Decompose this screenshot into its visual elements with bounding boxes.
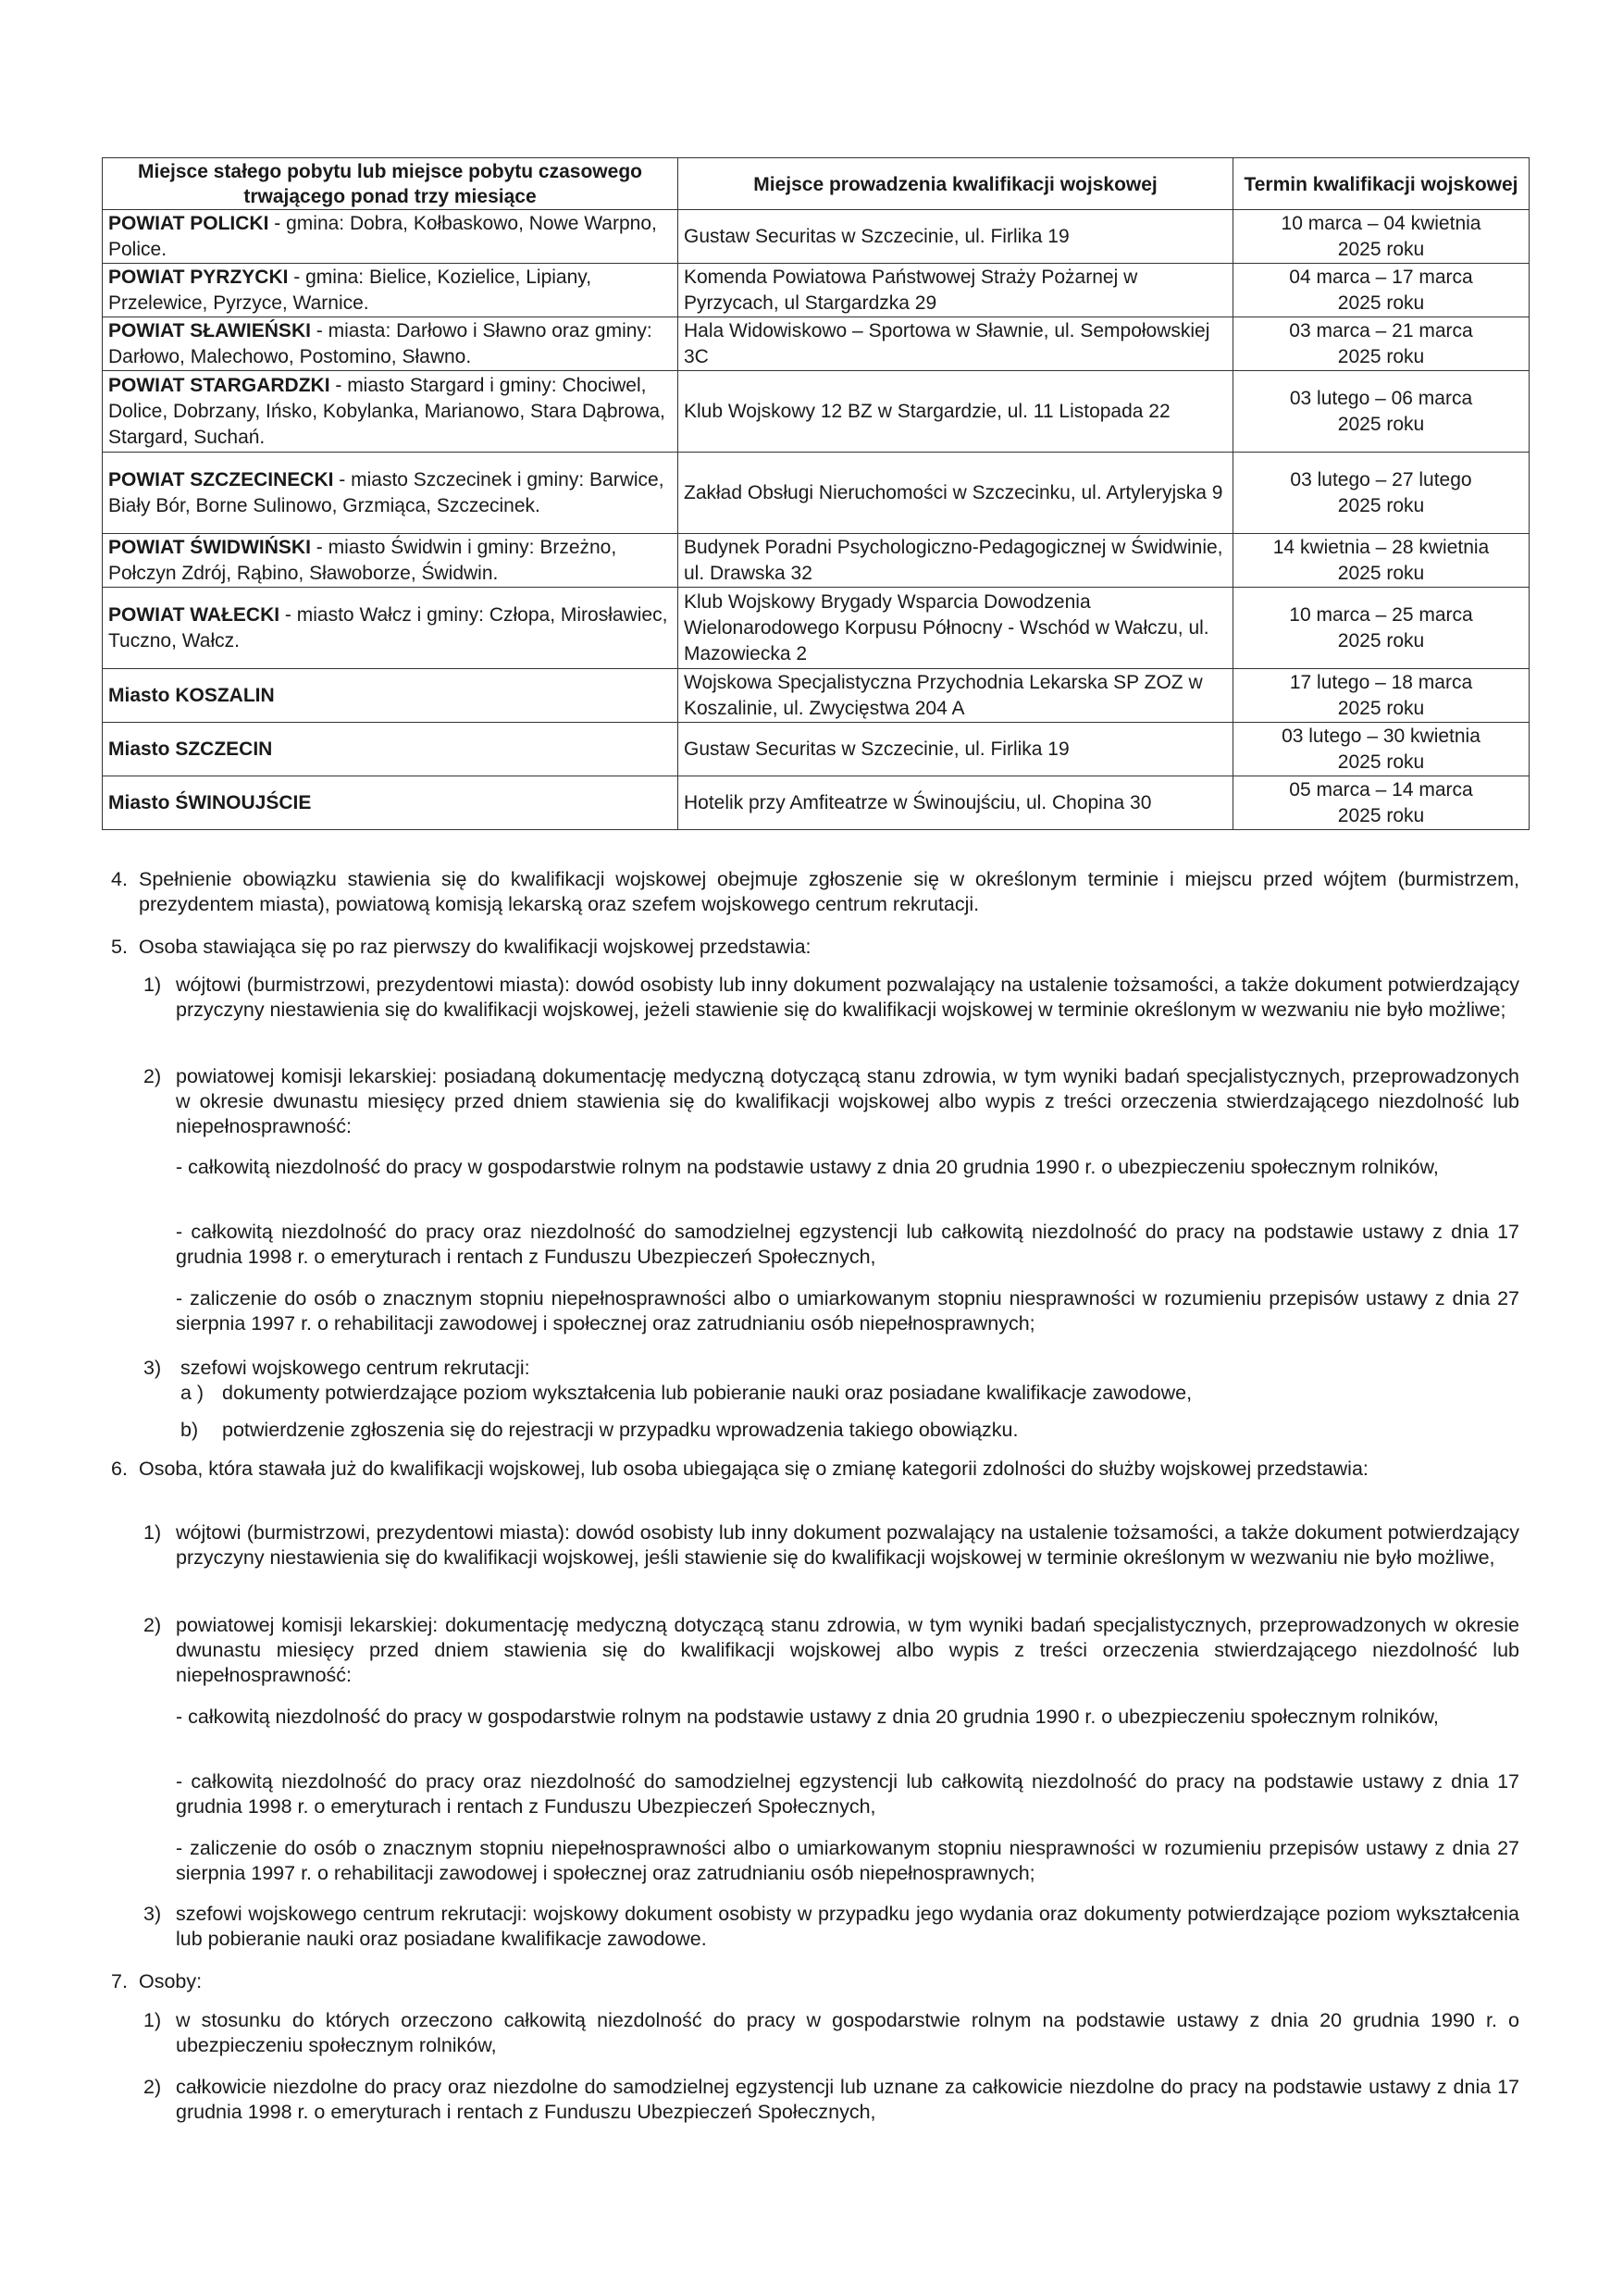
paragraph-7-item-2: całkowicie niezdolne do pracy oraz niezdolne do samodzielnej egzystencji lub uznane za całkowicie niezdolne do pracy na podstawie ustawy z dnia 17 grudnia 1998 r. o emeryturach i rentach z Funduszu Ubezpieczeń Społecznych, [176, 2076, 1519, 2123]
paragraph-6-item-1: wójtowi (burmistrzowi, prezydentowi miasta): dowód osobisty lub inny dokument pozwalający na ustalenie tożsamości, a także dokument potwierdzający przyczyny niestawienia się do kwalifikacji wojskowej, jeśli stawienie się do kwalifikacji wojskowej w terminie określonym w wezwaniu nie było możliwe, [176, 1521, 1519, 1569]
residence-cell [103, 453, 678, 534]
place-cell: Wojskowa Specjalistyczna Przychodnia Lekarska SP ZOZ w Koszalinie, ul. Zwycięstwa 204 A [678, 669, 1233, 723]
term-year: 2025 roku [1337, 751, 1425, 773]
paragraph-6-intro: Osoba, która stawała już do kwalifikacji wojskowej, lub osoba ubiegająca się o zmianę kategorii zdolności do służby wojskowej przedstawia: [139, 1458, 1369, 1480]
item-number: 2) [143, 2076, 162, 2098]
term-year: 2025 roku [1337, 630, 1425, 652]
term-dates: 14 kwietnia – 28 kwietnia [1272, 537, 1490, 558]
term-year: 2025 roku [1337, 698, 1425, 719]
paragraph-6-dash-2: - całkowitą niezdolność do pracy oraz niezdolność do samodzielnej egzystencji lub całkowitą niezdolność do pracy na podstawie ustawy z dnia 17 grudnia 1998 r. o emeryturach i rentach z Funduszu Ubezpieczeń Społecznych, [176, 1770, 1519, 1818]
paragraph-5-item-3a: dokumenty potwierdzające poziom wykształcenia lub pobieranie nauki oraz posiadane kwalifikacje zawodowe, [222, 1382, 1193, 1404]
district-communes: - gmina: Dobra, Kołbaskowo, Nowe Warpno, Police. [108, 213, 657, 260]
table-row [103, 371, 1530, 453]
paragraph-6-dash-3: - zaliczenie do osób o znacznym stopniu niepełnosprawności albo o umiarkowanym stopniu niesprawności w rozumieniu przepisów ustawy z dnia 27 sierpnia 1997 r. o rehabilitacji zawodowej i społecznej oraz zatrudnianiu osób niepełnosprawnych; [176, 1837, 1519, 1884]
term-cell [1233, 210, 1530, 264]
paragraph-5-item-3b: potwierdzenie zgłoszenia się do rejestracji w przypadku wprowadzenia takiego obowiązku. [222, 1419, 1019, 1441]
place-cell: Klub Wojskowy 12 BZ w Stargardzie, ul. 11 Listopada 22 [678, 371, 1233, 453]
place-cell: Hotelik przy Amfiteatrze w Świnoujściu, ul. Chopina 30 [678, 776, 1233, 830]
table-row [103, 669, 1530, 723]
table-row [103, 210, 1530, 264]
district-communes: - miasto Szczecinek i gminy: Barwice, Biały Bór, Borne Sulinowo, Grzmiąca, Szczecinek. [108, 469, 664, 516]
paragraph-7-item-1: w stosunku do których orzeczono całkowitą niezdolność do pracy w gospodarstwie rolnym na podstawie ustawy z dnia 20 grudnia 1990 r. o ubezpieczeniu społecznym rolników, [176, 2009, 1519, 2056]
header-place: Miejsce prowadzenia kwalifikacji wojskowej [678, 158, 1233, 210]
place-cell: Klub Wojskowy Brygady Wsparcia Dowodzenia Wielonarodowego Korpusu Północny - Wschód w Wałczu, ul. Mazowiecka 2 [678, 588, 1233, 669]
item-number: 2) [143, 1065, 162, 1087]
term-year: 2025 roku [1337, 414, 1425, 435]
term-dates: 04 marca – 17 marca [1289, 267, 1473, 288]
term-cell [1233, 453, 1530, 534]
header-term: Termin kwalifikacji wojskowej [1233, 158, 1530, 210]
paragraph-number: 6. [111, 1458, 128, 1480]
place-cell: Gustaw Securitas w Szczecinie, ul. Firlika 19 [678, 210, 1233, 264]
paragraph-5-item-3: szefowi wojskowego centrum rekrutacji: [180, 1357, 530, 1379]
district-communes: - miasto Stargard i gminy: Chociwel, Dolice, Dobrzany, Ińsko, Kobylanka, Marianowo, Stara Dąbrowa, Stargard, Suchań. [108, 375, 665, 448]
table-row [103, 776, 1530, 830]
item-letter: b) [180, 1419, 199, 1441]
district-communes: - miasta: Darłowo i Sławno oraz gminy: Darłowo, Malechowo, Postomino, Sławno. [108, 320, 652, 367]
term-year: 2025 roku [1337, 563, 1425, 584]
term-cell [1233, 776, 1530, 830]
paragraph-5-dash-1: - całkowitą niezdolność do pracy w gospodarstwie rolnym na podstawie ustawy z dnia 20 grudnia 1990 r. o ubezpieczeniu społecznym rolników, [176, 1156, 1439, 1178]
term-cell [1233, 534, 1530, 588]
term-year: 2025 roku [1337, 346, 1425, 367]
paragraph-6-dash-1: - całkowitą niezdolność do pracy w gospodarstwie rolnym na podstawie ustawy z dnia 20 grudnia 1990 r. o ubezpieczeniu społecznym rolników, [176, 1706, 1439, 1728]
paragraph-number: 5. [111, 936, 128, 958]
place-cell: Gustaw Securitas w Szczecinie, ul. Firlika 19 [678, 723, 1233, 776]
district-name: POWIAT ŚWIDWIŃSKI [108, 537, 311, 558]
item-number: 1) [143, 1521, 162, 1544]
residence-cell [103, 210, 678, 264]
term-dates: 03 lutego – 30 kwietnia [1282, 726, 1481, 747]
place-cell: Komenda Powiatowa Państwowej Straży Pożarnej w Pyrzycach, ul Stargardzka 29 [678, 264, 1233, 317]
paragraph-number: 7. [111, 1970, 128, 1992]
paragraph-5-dash-3: - zaliczenie do osób o znacznym stopniu niepełnosprawności albo o umiarkowanym stopniu niesprawności w rozumieniu przepisów ustawy z dnia 27 sierpnia 1997 r. o rehabilitacji zawodowej i społecznej oraz zatrudnianiu osób niepełnosprawnych; [176, 1287, 1519, 1334]
place-cell: Zakład Obsługi Nieruchomości w Szczecinku, ul. Artyleryjska 9 [678, 453, 1233, 534]
qualification-schedule-table [102, 157, 1530, 830]
district-communes: - gmina: Bielice, Kozielice, Lipiany, Przelewice, Pyrzyce, Warnice. [108, 267, 592, 314]
district-communes: - miasto Wałcz i gminy: Człopa, Mirosławiec, Tuczno, Wałcz. [108, 604, 668, 652]
paragraph-4: Spełnienie obowiązku stawienia się do kwalifikacji wojskowej obejmuje zgłoszenie się w określonym terminie i miejscu przed wójtem (burmistrzem, prezydentem miasta), powiatową komisją lekarską oraz szefem wojskowego centrum rekrutacji. [139, 868, 1519, 915]
district-communes: - miasto Świdwin i gminy: Brzeżno, Połczyn Zdrój, Rąbino, Sławoborze, Świdwin. [108, 537, 617, 584]
district-name: POWIAT WAŁECKI [108, 604, 280, 626]
district-name: POWIAT SŁAWIEŃSKI [108, 320, 311, 341]
table-row [103, 723, 1530, 776]
term-cell [1233, 371, 1530, 453]
district-name: POWIAT PYRZYCKI [108, 267, 289, 288]
paragraph-5-dash-2: - całkowitą niezdolność do pracy oraz niezdolność do samodzielnej egzystencji lub całkowitą niezdolność do pracy na podstawie ustawy z dnia 17 grudnia 1998 r. o emeryturach i rentach z Funduszu Ubezpieczeń Społecznych, [176, 1221, 1519, 1268]
term-dates: 10 marca – 04 kwietnia [1281, 213, 1481, 234]
term-dates: 10 marca – 25 marca [1289, 604, 1473, 626]
residence-cell [103, 588, 678, 669]
paragraph-5-item-1: wójtowi (burmistrzowi, prezydentowi miasta): dowód osobisty lub inny dokument pozwalający na ustalenie tożsamości, a także dokument potwierdzający przyczyny niestawienia się do kwalifikacji wojskowej, jeżeli stawienie się do kwalifikacji wojskowej w terminie określonym w wezwaniu nie było możliwe; [176, 974, 1519, 1021]
term-year: 2025 roku [1337, 805, 1425, 826]
residence-cell [103, 317, 678, 371]
item-number: 3) [143, 1357, 162, 1379]
term-year: 2025 roku [1337, 292, 1425, 314]
table-header-row [103, 158, 1530, 210]
table-row [103, 588, 1530, 669]
paragraph-5-item-2: powiatowej komisji lekarskiej: posiadaną dokumentację medyczną dotyczącą stanu zdrowia, w tym wyniki badań specjalistycznych, przeprowadzonych w okresie dwunastu miesięcy przed dniem stawienia się do kwalifikacji wojskowej albo wypis z treści orzeczenia stwierdzającego niezdolność lub niepełnosprawność: [176, 1065, 1519, 1137]
district-name: POWIAT SZCZECINECKI [108, 469, 334, 490]
term-dates: 03 lutego – 27 lutego [1290, 469, 1472, 490]
item-number: 3) [143, 1903, 162, 1925]
term-dates: 17 lutego – 18 marca [1289, 672, 1473, 693]
table-row [103, 534, 1530, 588]
item-number: 2) [143, 1614, 162, 1636]
item-letter: a ) [180, 1382, 204, 1404]
paragraph-6-item-2: powiatowej komisji lekarskiej: dokumentację medyczną dotyczącą stanu zdrowia, w tym wyniki badań specjalistycznych, przeprowadzonych w okresie dwunastu miesięcy przed dniem stawienia się do kwalifikacji wojskowej albo wypis z treści orzeczenia stwierdzającego niezdolność lub niepełnosprawność: [176, 1614, 1519, 1686]
term-dates: 05 marca – 14 marca [1289, 779, 1473, 800]
city-cell: Miasto SZCZECIN [103, 723, 678, 776]
district-name: POWIAT STARGARDZKI [108, 375, 330, 396]
term-cell [1233, 264, 1530, 317]
paragraph-number: 4. [111, 868, 128, 890]
term-year: 2025 roku [1337, 495, 1425, 516]
item-number: 1) [143, 2009, 162, 2031]
table-row [103, 453, 1530, 534]
term-cell [1233, 317, 1530, 371]
place-cell: Hala Widowiskowo – Sportowa w Sławnie, ul. Sempołowskiej 3C [678, 317, 1233, 371]
city-cell: Miasto ŚWINOUJŚCIE [103, 776, 678, 830]
paragraph-6-item-3: szefowi wojskowego centrum rekrutacji: wojskowy dokument osobisty w przypadku jego wydania oraz dokumenty potwierdzające poziom wykształcenia lub pobieranie nauki oraz posiadane kwalifikacje zawodowe. [176, 1903, 1519, 1950]
district-name: POWIAT POLICKI [108, 213, 269, 234]
residence-cell [103, 534, 678, 588]
term-dates: 03 lutego – 06 marca [1289, 388, 1473, 409]
header-residence: Miejsce stałego pobytu lub miejsce pobytu czasowego trwającego ponad trzy miesiące [103, 158, 678, 210]
table-row [103, 264, 1530, 317]
item-number: 1) [143, 974, 162, 996]
residence-cell [103, 371, 678, 453]
place-cell: Budynek Poradni Psychologiczno-Pedagogicznej w Świdwinie, ul. Drawska 32 [678, 534, 1233, 588]
term-cell [1233, 669, 1530, 723]
term-cell [1233, 723, 1530, 776]
city-cell: Miasto KOSZALIN [103, 669, 678, 723]
residence-cell [103, 264, 678, 317]
term-year: 2025 roku [1337, 239, 1425, 260]
term-cell [1233, 588, 1530, 669]
table-row [103, 317, 1530, 371]
term-dates: 03 marca – 21 marca [1289, 320, 1473, 341]
paragraph-5-intro: Osoba stawiająca się po raz pierwszy do kwalifikacji wojskowej przedstawia: [139, 936, 812, 958]
paragraph-7-intro: Osoby: [139, 1970, 203, 1992]
